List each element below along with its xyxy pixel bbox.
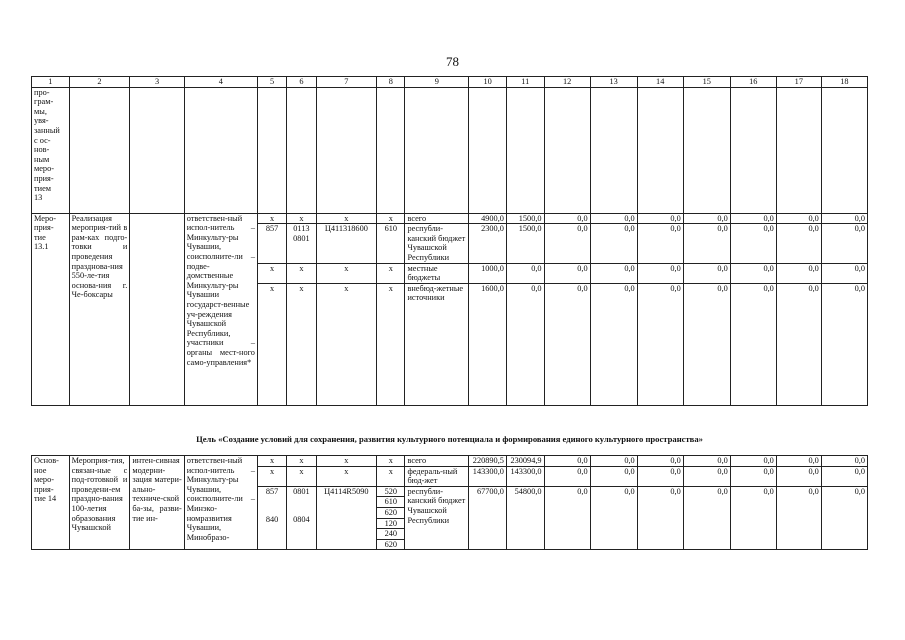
- col-header: 1: [32, 77, 70, 88]
- target-code: Ц411318600: [316, 224, 377, 263]
- grbs-code-cell: [257, 486, 286, 550]
- expense-type: 120: [377, 519, 404, 530]
- value-cell: 0,0: [544, 283, 590, 405]
- value-cell: 0,0: [637, 486, 683, 550]
- value-cell: 0,0: [683, 486, 730, 550]
- value-cell: 143300,0: [469, 466, 507, 486]
- value-cell: 0,0: [776, 283, 821, 405]
- measure-name: Основ- ное меро- прия- тие 14: [32, 456, 70, 550]
- grbs-code: x: [257, 213, 286, 224]
- section-code: 0804: [293, 514, 310, 524]
- col-header: 7: [316, 77, 377, 88]
- value-cell: 0,0: [821, 456, 867, 467]
- value-cell: 0,0: [730, 263, 776, 283]
- column-number-row: [32, 77, 868, 88]
- value-cell: 0,0: [730, 456, 776, 467]
- col-header: 9: [405, 77, 469, 88]
- expense-type: x: [377, 263, 405, 283]
- value-cell: 1500,0: [506, 224, 544, 263]
- measure-title: Реализация мероприя-тий в рам-ках подго-товки и проведения празднова-ния 550-ле-тия основа-ния г. Че-боксары: [69, 213, 130, 405]
- carryover-row: [32, 87, 868, 213]
- col-header: 12: [544, 77, 590, 88]
- value-cell: 0,0: [637, 456, 683, 467]
- value-cell: 0,0: [730, 213, 776, 224]
- expense-type: 610: [377, 224, 405, 263]
- value-cell: 0,0: [637, 466, 683, 486]
- funding-source: республи-канский бюджет Чувашской Республики: [405, 224, 469, 263]
- section-code: x: [287, 466, 316, 486]
- col-header: 10: [469, 77, 507, 88]
- value-cell: 143300,0: [506, 466, 544, 486]
- funding-source: федераль-ный бюд-жет: [405, 466, 469, 486]
- value-cell: 0,0: [590, 224, 637, 263]
- page-number: 78: [446, 54, 459, 69]
- table-row: [32, 456, 868, 467]
- value-cell: 0,0: [637, 224, 683, 263]
- value-cell: 0,0: [544, 456, 590, 467]
- grbs-code: 857: [257, 224, 286, 263]
- target-code: x: [316, 213, 377, 224]
- value-cell: 0,0: [776, 456, 821, 467]
- value-cell: 0,0: [821, 263, 867, 283]
- section-code: x: [287, 263, 316, 283]
- expense-type: x: [377, 283, 405, 405]
- col-header: 5: [257, 77, 286, 88]
- value-cell: 0,0: [506, 283, 544, 405]
- value-cell: 0,0: [776, 263, 821, 283]
- value-cell: 2300,0: [469, 224, 507, 263]
- value-cell: 67700,0: [469, 486, 507, 550]
- measure-name: Меро- прия- тие 13.1: [32, 213, 70, 405]
- carryover-cell: про- грам- мы, увя- занный с ос- нов- ным меро- прия- тием 13: [32, 87, 70, 213]
- funding-source: всего: [405, 456, 469, 467]
- value-cell: 0,0: [590, 213, 637, 224]
- grbs-code: 840: [265, 514, 279, 524]
- target-code: x: [316, 263, 377, 283]
- section-code: x: [287, 456, 316, 467]
- target-code: x: [316, 456, 377, 467]
- value-cell: 0,0: [776, 466, 821, 486]
- value-cell: 54800,0: [506, 486, 544, 550]
- expense-type: x: [377, 466, 405, 486]
- section-code-cell: [287, 486, 316, 550]
- budget-table-bottom: [31, 455, 868, 550]
- value-cell: 0,0: [683, 466, 730, 486]
- grbs-code: x: [257, 456, 286, 467]
- expense-type: 620: [377, 508, 404, 519]
- measure-executor: ответствен-ный испол-нитель – Минкульту-ры Чувашии, соисполните-ли – Минэко-номразвития Чувашии, Минобразо-: [184, 456, 257, 550]
- value-cell: 0,0: [590, 263, 637, 283]
- value-cell: 0,0: [544, 486, 590, 550]
- measure-indicator: [130, 213, 184, 405]
- value-cell: 0,0: [683, 213, 730, 224]
- col-header: 3: [130, 77, 184, 88]
- value-cell: 1600,0: [469, 283, 507, 405]
- funding-source: всего: [405, 213, 469, 224]
- measure-indicator: интен-сивная модерни-зация матери-ально-техниче-ской ба-зы, разви-тие ин-: [130, 456, 184, 550]
- target-code: x: [316, 466, 377, 486]
- value-cell: 0,0: [590, 283, 637, 405]
- col-header: 2: [69, 77, 130, 88]
- value-cell: 0,0: [730, 283, 776, 405]
- col-header: 6: [287, 77, 316, 88]
- value-cell: 0,0: [821, 213, 867, 224]
- value-cell: 0,0: [637, 263, 683, 283]
- col-header: 15: [683, 77, 730, 88]
- table-row: [32, 213, 868, 224]
- measure-title: Мероприя-тия, связан-ные с под-готовкой и проведени-ем праздно-вания 100-летия образования Чувашской: [69, 456, 130, 550]
- value-cell: 0,0: [590, 456, 637, 467]
- grbs-code: x: [257, 263, 286, 283]
- value-cell: 0,0: [683, 263, 730, 283]
- value-cell: 0,0: [821, 466, 867, 486]
- value-cell: 4900,0: [469, 213, 507, 224]
- grbs-code: x: [257, 283, 286, 405]
- section-code: x: [287, 213, 316, 224]
- value-cell: 0,0: [776, 213, 821, 224]
- goal-heading: Цель «Создание условий для сохранения, развития культурного потенциала и формирования единого культурного пространства»: [196, 434, 703, 444]
- expense-type: 240: [377, 529, 404, 540]
- value-cell: 1000,0: [469, 263, 507, 283]
- value-cell: 0,0: [590, 466, 637, 486]
- value-cell: 0,0: [683, 224, 730, 263]
- col-header: 17: [776, 77, 821, 88]
- expense-type: x: [377, 456, 405, 467]
- value-cell: 220890,5: [469, 456, 507, 467]
- value-cell: 0,0: [590, 486, 637, 550]
- col-header: 13: [590, 77, 637, 88]
- grbs-code: 857: [265, 486, 279, 496]
- value-cell: 0,0: [544, 224, 590, 263]
- value-cell: 0,0: [776, 486, 821, 550]
- value-cell: 0,0: [776, 224, 821, 263]
- target-code: x: [316, 283, 377, 405]
- funding-source: республи-канский бюджет Чувашской Республики: [405, 486, 469, 550]
- measure-executor: ответствен-ный испол-нитель – Минкульту-ры Чувашии, соисполните-ли – подве-домственные Минкульту-ры Чувашии государст-венные уч-реждения Чувашской Республики, участники – органы мест-ного само-управления*: [184, 213, 257, 405]
- value-cell: 0,0: [506, 263, 544, 283]
- value-cell: 0,0: [821, 486, 867, 550]
- col-header: 16: [730, 77, 776, 88]
- expense-type: 520: [377, 487, 404, 498]
- value-cell: 0,0: [683, 283, 730, 405]
- value-cell: 1500,0: [506, 213, 544, 224]
- value-cell: 0,0: [544, 263, 590, 283]
- value-cell: 0,0: [637, 283, 683, 405]
- funding-source: внебюд-жетные источники: [405, 283, 469, 405]
- expense-type: 610: [377, 497, 404, 508]
- value-cell: 0,0: [730, 486, 776, 550]
- target-code: Ц4114R5090: [316, 486, 377, 550]
- section-code: 0801: [293, 486, 310, 496]
- value-cell: 0,0: [821, 283, 867, 405]
- funding-source: местные бюджеты: [405, 263, 469, 283]
- col-header: 8: [377, 77, 405, 88]
- col-header: 18: [821, 77, 867, 88]
- expense-type-cell: [377, 486, 405, 550]
- col-header: 14: [637, 77, 683, 88]
- section-code: x: [287, 283, 316, 405]
- budget-table-top: [31, 76, 868, 406]
- grbs-code: x: [257, 466, 286, 486]
- value-cell: 0,0: [544, 466, 590, 486]
- value-cell: 0,0: [730, 224, 776, 263]
- value-cell: 230094,9: [506, 456, 544, 467]
- section-code: 0113 0801: [287, 224, 316, 263]
- col-header: 11: [506, 77, 544, 88]
- value-cell: 0,0: [821, 224, 867, 263]
- value-cell: 0,0: [637, 213, 683, 224]
- expense-type: x: [377, 213, 405, 224]
- value-cell: 0,0: [683, 456, 730, 467]
- value-cell: 0,0: [544, 213, 590, 224]
- col-header: 4: [184, 77, 257, 88]
- value-cell: 0,0: [730, 466, 776, 486]
- expense-type: 620: [384, 539, 398, 549]
